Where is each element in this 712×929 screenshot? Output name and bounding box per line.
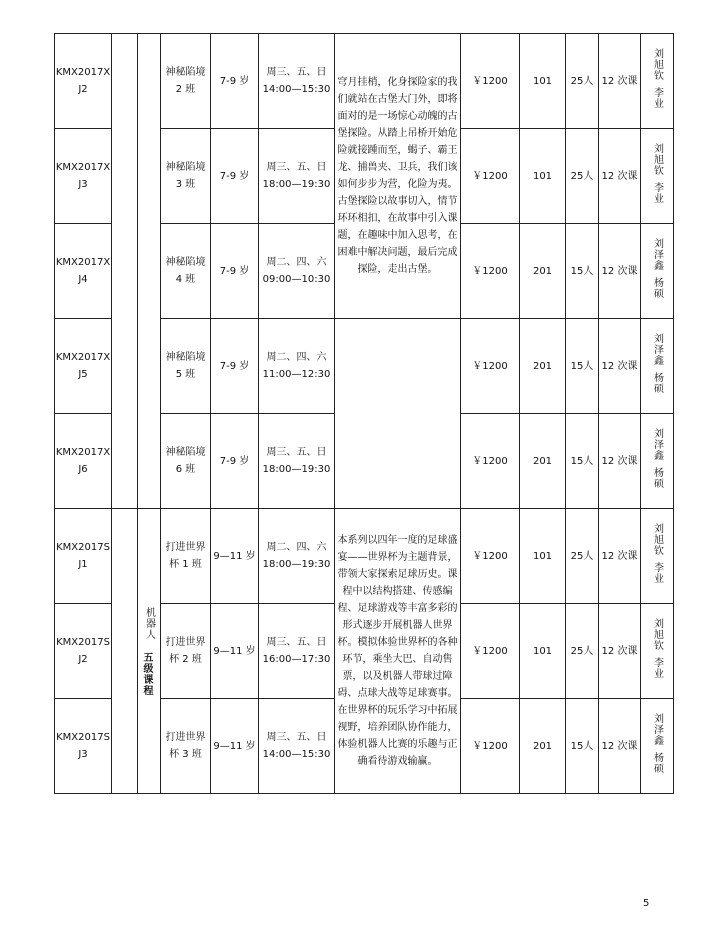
teacher-cell (641, 699, 674, 794)
capacity: 15人 (566, 224, 599, 319)
table-row (55, 509, 674, 604)
capacity: 15人 (566, 319, 599, 414)
teacher-name: 杨硕 (651, 466, 663, 489)
course-code: KMX2017XJ5 (55, 319, 112, 414)
course-code: KMX2017XJ3 (55, 129, 112, 224)
age-range: 9—11 岁 (211, 604, 259, 699)
lesson-count: 12 次课 (599, 129, 641, 224)
teacher-name: 刘泽鑫 (651, 332, 663, 366)
classroom: 101 (520, 34, 566, 129)
capacity: 25人 (566, 509, 599, 604)
schedule-time: 周二、四、六11:00—12:30 (259, 319, 335, 414)
capacity: 15人 (566, 699, 599, 794)
classroom: 101 (520, 509, 566, 604)
schedule-time: 周三、五、日18:00—19:30 (259, 414, 335, 509)
page-number: 5 (643, 898, 650, 909)
teacher-cell (641, 604, 674, 699)
price: ￥1200 (461, 699, 520, 794)
teacher-cell (641, 224, 674, 319)
lesson-count: 12 次课 (599, 414, 641, 509)
price: ￥1200 (461, 34, 520, 129)
course-code: KMX2017XJ6 (55, 414, 112, 509)
age-range: 9—11 岁 (211, 699, 259, 794)
classroom: 201 (520, 699, 566, 794)
class-name: 神秘陷境 4 班 (161, 224, 211, 319)
class-name: 神秘陷境 5 班 (161, 319, 211, 414)
classroom: 101 (520, 129, 566, 224)
classroom: 201 (520, 414, 566, 509)
teacher-name: 刘旭钦 (651, 617, 663, 651)
teacher-name: 李业 (651, 86, 663, 109)
category-cell-sj (138, 509, 161, 794)
teacher-name: 刘旭钦 (651, 142, 663, 176)
price: ￥1200 (461, 224, 520, 319)
classroom: 101 (520, 604, 566, 699)
capacity: 15人 (566, 414, 599, 509)
category-cell-xj (112, 34, 138, 509)
teacher-name: 杨硕 (651, 276, 663, 299)
age-range: 7-9 岁 (211, 129, 259, 224)
teacher-name: 杨硕 (651, 371, 663, 394)
lesson-count: 12 次课 (599, 319, 641, 414)
schedule-time: 周二、四、六09:00—10:30 (259, 224, 335, 319)
teacher-cell (641, 414, 674, 509)
schedule-time: 周二、四、六18:00—19:30 (259, 509, 335, 604)
teacher-name: 李业 (651, 561, 663, 584)
teacher-name: 杨硕 (651, 751, 663, 774)
price: ￥1200 (461, 414, 520, 509)
course-description: 穹月挂梢，化身探险家的我们就站在古堡大门外，即将面对的是一场惊心动魄的古堡探险。从踏上吊桥开始危险就接踵而至，蝎子、霸王龙、捕兽夹、卫兵，我们该如何步步为营，化险为夷。古堡探险以故事切入，情节环环相扣，在故事中引入课题，在趣味中加入思考，在困难中解决问题，最后完成探险，走出古堡。 (335, 34, 461, 319)
price: ￥1200 (461, 129, 520, 224)
class-name: 打进世界杯 1 班 (161, 509, 211, 604)
course-code: KMX2017XJ2 (55, 34, 112, 129)
teacher-name: 李业 (651, 656, 663, 679)
schedule-time: 周三、五、日16:00—17:30 (259, 604, 335, 699)
empty-cell-xj (138, 34, 161, 509)
capacity: 25人 (566, 129, 599, 224)
teacher-name: 刘泽鑫 (651, 237, 663, 271)
schedule-time: 周三、五、日14:00—15:30 (259, 34, 335, 129)
capacity: 25人 (566, 604, 599, 699)
teacher-name: 刘泽鑫 (651, 427, 663, 461)
classroom: 201 (520, 319, 566, 414)
classroom: 201 (520, 224, 566, 319)
lesson-count: 12 次课 (599, 34, 641, 129)
description-empty (335, 319, 461, 509)
age-range: 9—11 岁 (211, 509, 259, 604)
price: ￥1200 (461, 604, 520, 699)
course-description: 本系列以四年一度的足球盛宴——世界杯为主题背景，带领大家探索足球历史。课程中以结构搭建、传感编程、足球游戏等丰富多彩的形式逐步开展机器人世界杯。模拟体验世界杯的各种环节，乘坐大巴、自动售票，以及机器人带球过障碍、点球大战等足球赛事。在世界杯的玩乐学习中拓展视野，培养团队协作能力，体验机器人比赛的乐趣与正确看待游戏输赢。 (335, 509, 461, 794)
age-range: 7-9 岁 (211, 224, 259, 319)
teacher-cell (641, 129, 674, 224)
schedule-time: 周三、五、日18:00—19:30 (259, 129, 335, 224)
class-name: 神秘陷境 6 班 (161, 414, 211, 509)
course-code: KMX2017SJ3 (55, 699, 112, 794)
teacher-cell (641, 34, 674, 129)
schedule-time: 周三、五、日14:00—15:30 (259, 699, 335, 794)
course-schedule-table (54, 33, 674, 794)
teacher-name: 刘旭钦 (651, 522, 663, 556)
age-range: 7-9 岁 (211, 34, 259, 129)
course-code: KMX2017XJ4 (55, 224, 112, 319)
empty-cell-sj (112, 509, 138, 794)
lesson-count: 12 次课 (599, 224, 641, 319)
course-code: KMX2017SJ2 (55, 604, 112, 699)
category-name: 机器人 (143, 606, 155, 640)
age-range: 7-9 岁 (211, 319, 259, 414)
lesson-count: 12 次课 (599, 509, 641, 604)
teacher-name: 刘旭钦 (651, 47, 663, 81)
lesson-count: 12 次课 (599, 604, 641, 699)
age-range: 7-9 岁 (211, 414, 259, 509)
table-row (55, 34, 674, 129)
class-name: 打进世界杯 3 班 (161, 699, 211, 794)
teacher-cell (641, 319, 674, 414)
course-code: KMX2017SJ1 (55, 509, 112, 604)
class-name: 神秘陷境 3 班 (161, 129, 211, 224)
price: ￥1200 (461, 319, 520, 414)
class-name: 打进世界杯 2 班 (161, 604, 211, 699)
teacher-name: 刘泽鑫 (651, 712, 663, 746)
teacher-cell (641, 509, 674, 604)
capacity: 25人 (566, 34, 599, 129)
class-name: 神秘陷境 2 班 (161, 34, 211, 129)
category-level: 五级课程 (141, 651, 152, 696)
lesson-count: 12 次课 (599, 699, 641, 794)
teacher-name: 李业 (651, 181, 663, 204)
price: ￥1200 (461, 509, 520, 604)
